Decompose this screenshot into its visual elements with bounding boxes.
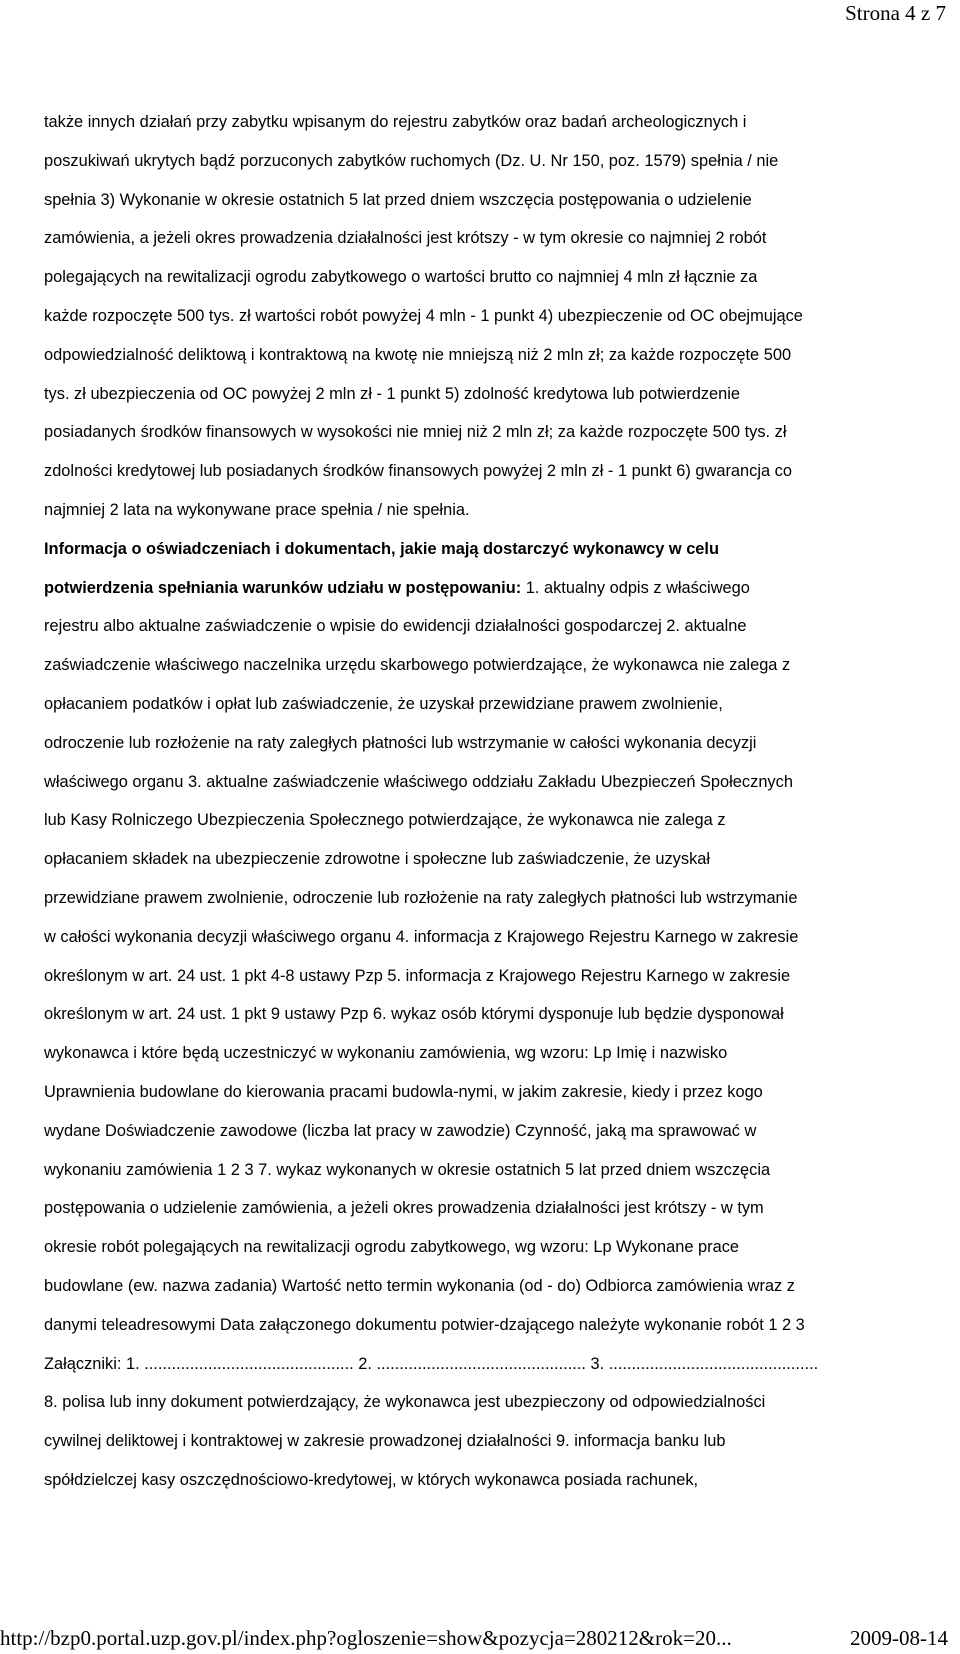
body-line: tys. zł ubezpieczenia od OC powyżej 2 mln zł - 1 punkt 5) zdolność kredytowa lub potwierdzenie <box>44 384 741 403</box>
section-line: w całości wykonania decyzji właściwego organu 4. informacja z Krajowego Rejestru Karnego w zakresie <box>44 927 799 946</box>
section-line: budowlane (ew. nazwa zadania) Wartość netto termin wykonania (od - do) Odbiorca zamówienia wraz z <box>44 1276 795 1295</box>
section-line: opłacaniem składek na ubezpieczenie zdrowotne i społeczne lub zaświadczenie, że uzyskał <box>44 850 711 869</box>
section-line: rejestru albo aktualne zaświadczenie o wpisie do ewidencji działalności gospodarczej 2. aktualne <box>44 617 747 636</box>
document-body <box>44 103 939 1500</box>
footer-url: http://bzp0.portal.uzp.gov.pl/index.php?ogloszenie=show&pozycja=280212&rok=20... <box>0 1626 732 1650</box>
body-line: odpowiedzialność deliktową i kontraktową na kwotę nie mniejszą niż 2 mln zł; za każde rozpoczęte 500 <box>44 345 792 364</box>
body-line: spełnia 3) Wykonanie w okresie ostatnich 5 lat przed dniem wszczęcia postępowania o udzielenie <box>44 190 752 209</box>
body-line: także innych działań przy zabytku wpisanym do rejestru zabytków oraz badań archeologicznych i <box>44 113 747 131</box>
body-line: poszukiwań ukrytych bądź porzuconych zabytków ruchomych (Dz. U. Nr 150, poz. 1579) spełnia / nie <box>44 151 779 170</box>
section-line: opłacaniem podatków i opłat lub zaświadczenie, że uzyskał przewidziane prawem zwolnienie, <box>44 694 723 713</box>
section-line: cywilnej deliktowej i kontraktowej w zakresie prowadzonej działalności 9. informacja banku lub <box>44 1432 726 1451</box>
section-line: lub Kasy Rolniczego Ubezpieczenia Społecznego potwierdzające, że wykonawca nie zalega z <box>44 811 726 830</box>
section-line: wykonaniu zamówienia 1 2 3 7. wykaz wykonanych w okresie ostatnich 5 lat przed dniem wszczęcia <box>44 1160 771 1179</box>
section-line: określonym w art. 24 ust. 1 pkt 4-8 ustawy Pzp 5. informacja z Krajowego Rejestru Karnego w zakresie <box>44 966 791 985</box>
section-line: postępowania o udzielenie zamówienia, a jeżeli okres prowadzenia działalności jest krótszy - w tym <box>44 1199 764 1218</box>
section-line: wydane Doświadczenie zawodowe (liczba lat pracy w zawodzie) Czynność, jaką ma sprawować w <box>44 1121 757 1140</box>
body-line: każde rozpoczęte 500 tys. zł wartości robót powyżej 4 mln - 1 punkt 4) ubezpieczenie od OC obejmujące <box>44 306 803 325</box>
section-heading-continued: potwierdzenia spełniania warunków udziału w postępowaniu: <box>44 578 522 597</box>
body-line: zamówienia, a jeżeli okres prowadzenia działalności jest krótszy - w tym okresie co najmniej 2 robót <box>44 229 767 248</box>
section-line: spółdzielczej kasy oszczędnościowo-kredytowej, w których wykonawca posiada rachunek, <box>44 1470 699 1489</box>
section-line: przewidziane prawem zwolnienie, odroczenie lub rozłożenie na raty zaległych płatności lub wstrzymanie <box>44 888 798 907</box>
section-line: właściwego organu 3. aktualne zaświadczenie właściwego oddziału Zakładu Ubezpieczeń Społecznych <box>44 772 793 791</box>
section-line: wykonawca i które będą uczestniczyć w wykonaniu zamówienia, wg wzoru: Lp Imię i nazwisko <box>44 1044 728 1063</box>
section-line: okresie robót polegających na rewitalizacji ogrodu zabytkowego, wg wzoru: Lp Wykonane prace <box>44 1238 740 1257</box>
section-line: zaświadczenie właściwego naczelnika urzędu skarbowego potwierdzające, że wykonawca nie zalega z <box>44 656 791 675</box>
section-line-start: 1. aktualny odpis z właściwego <box>521 578 750 597</box>
section-line: odroczenie lub rozłożenie na raty zaległych płatności lub wstrzymanie w całości wykonania decyzji <box>44 733 757 752</box>
section-line: Uprawnienia budowlane do kierowania pracami budowla-nymi, w jakim zakresie, kiedy i przez kogo <box>44 1082 763 1101</box>
section-heading: Informacja o oświadczeniach i dokumentach, jakie mają dostarczyć wykonawcy w celu <box>44 539 719 558</box>
footer-date: 2009-08-14 <box>850 1626 948 1650</box>
body-line: polegających na rewitalizacji ogrodu zabytkowego o wartości brutto co najmniej 4 mln zł łącznie za <box>44 268 758 287</box>
page-footer <box>0 1623 960 1654</box>
section-line: określonym w art. 24 ust. 1 pkt 9 ustawy Pzp 6. wykaz osób którymi dysponuje lub będzie dysponował <box>44 1005 784 1024</box>
page-number: Strona 4 z 7 <box>845 1 946 25</box>
section-line: danymi teleadresowymi Data załączonego dokumentu potwier-dzającego należyte wykonanie robót 1 2 3 <box>44 1315 805 1334</box>
body-line: posiadanych środków finansowych w wysokości nie mniej niż 2 mln zł; za każde rozpoczęte 500 tys. zł <box>44 423 787 442</box>
body-line: zdolności kredytowej lub posiadanych środków finansowych powyżej 2 mln zł - 1 punkt 6) gwarancja co <box>44 462 792 481</box>
body-line: najmniej 2 lata na wykonywane prace spełnia / nie spełnia. <box>44 500 470 519</box>
section-heading-line-2 <box>44 569 939 608</box>
attachments-line: Załączniki: 1. .............................................. 2. .............................................. 3. .............................................. <box>44 1354 819 1373</box>
section-line: 8. polisa lub inny dokument potwierdzający, że wykonawca jest ubezpieczony od odpowiedzialności <box>44 1393 766 1412</box>
